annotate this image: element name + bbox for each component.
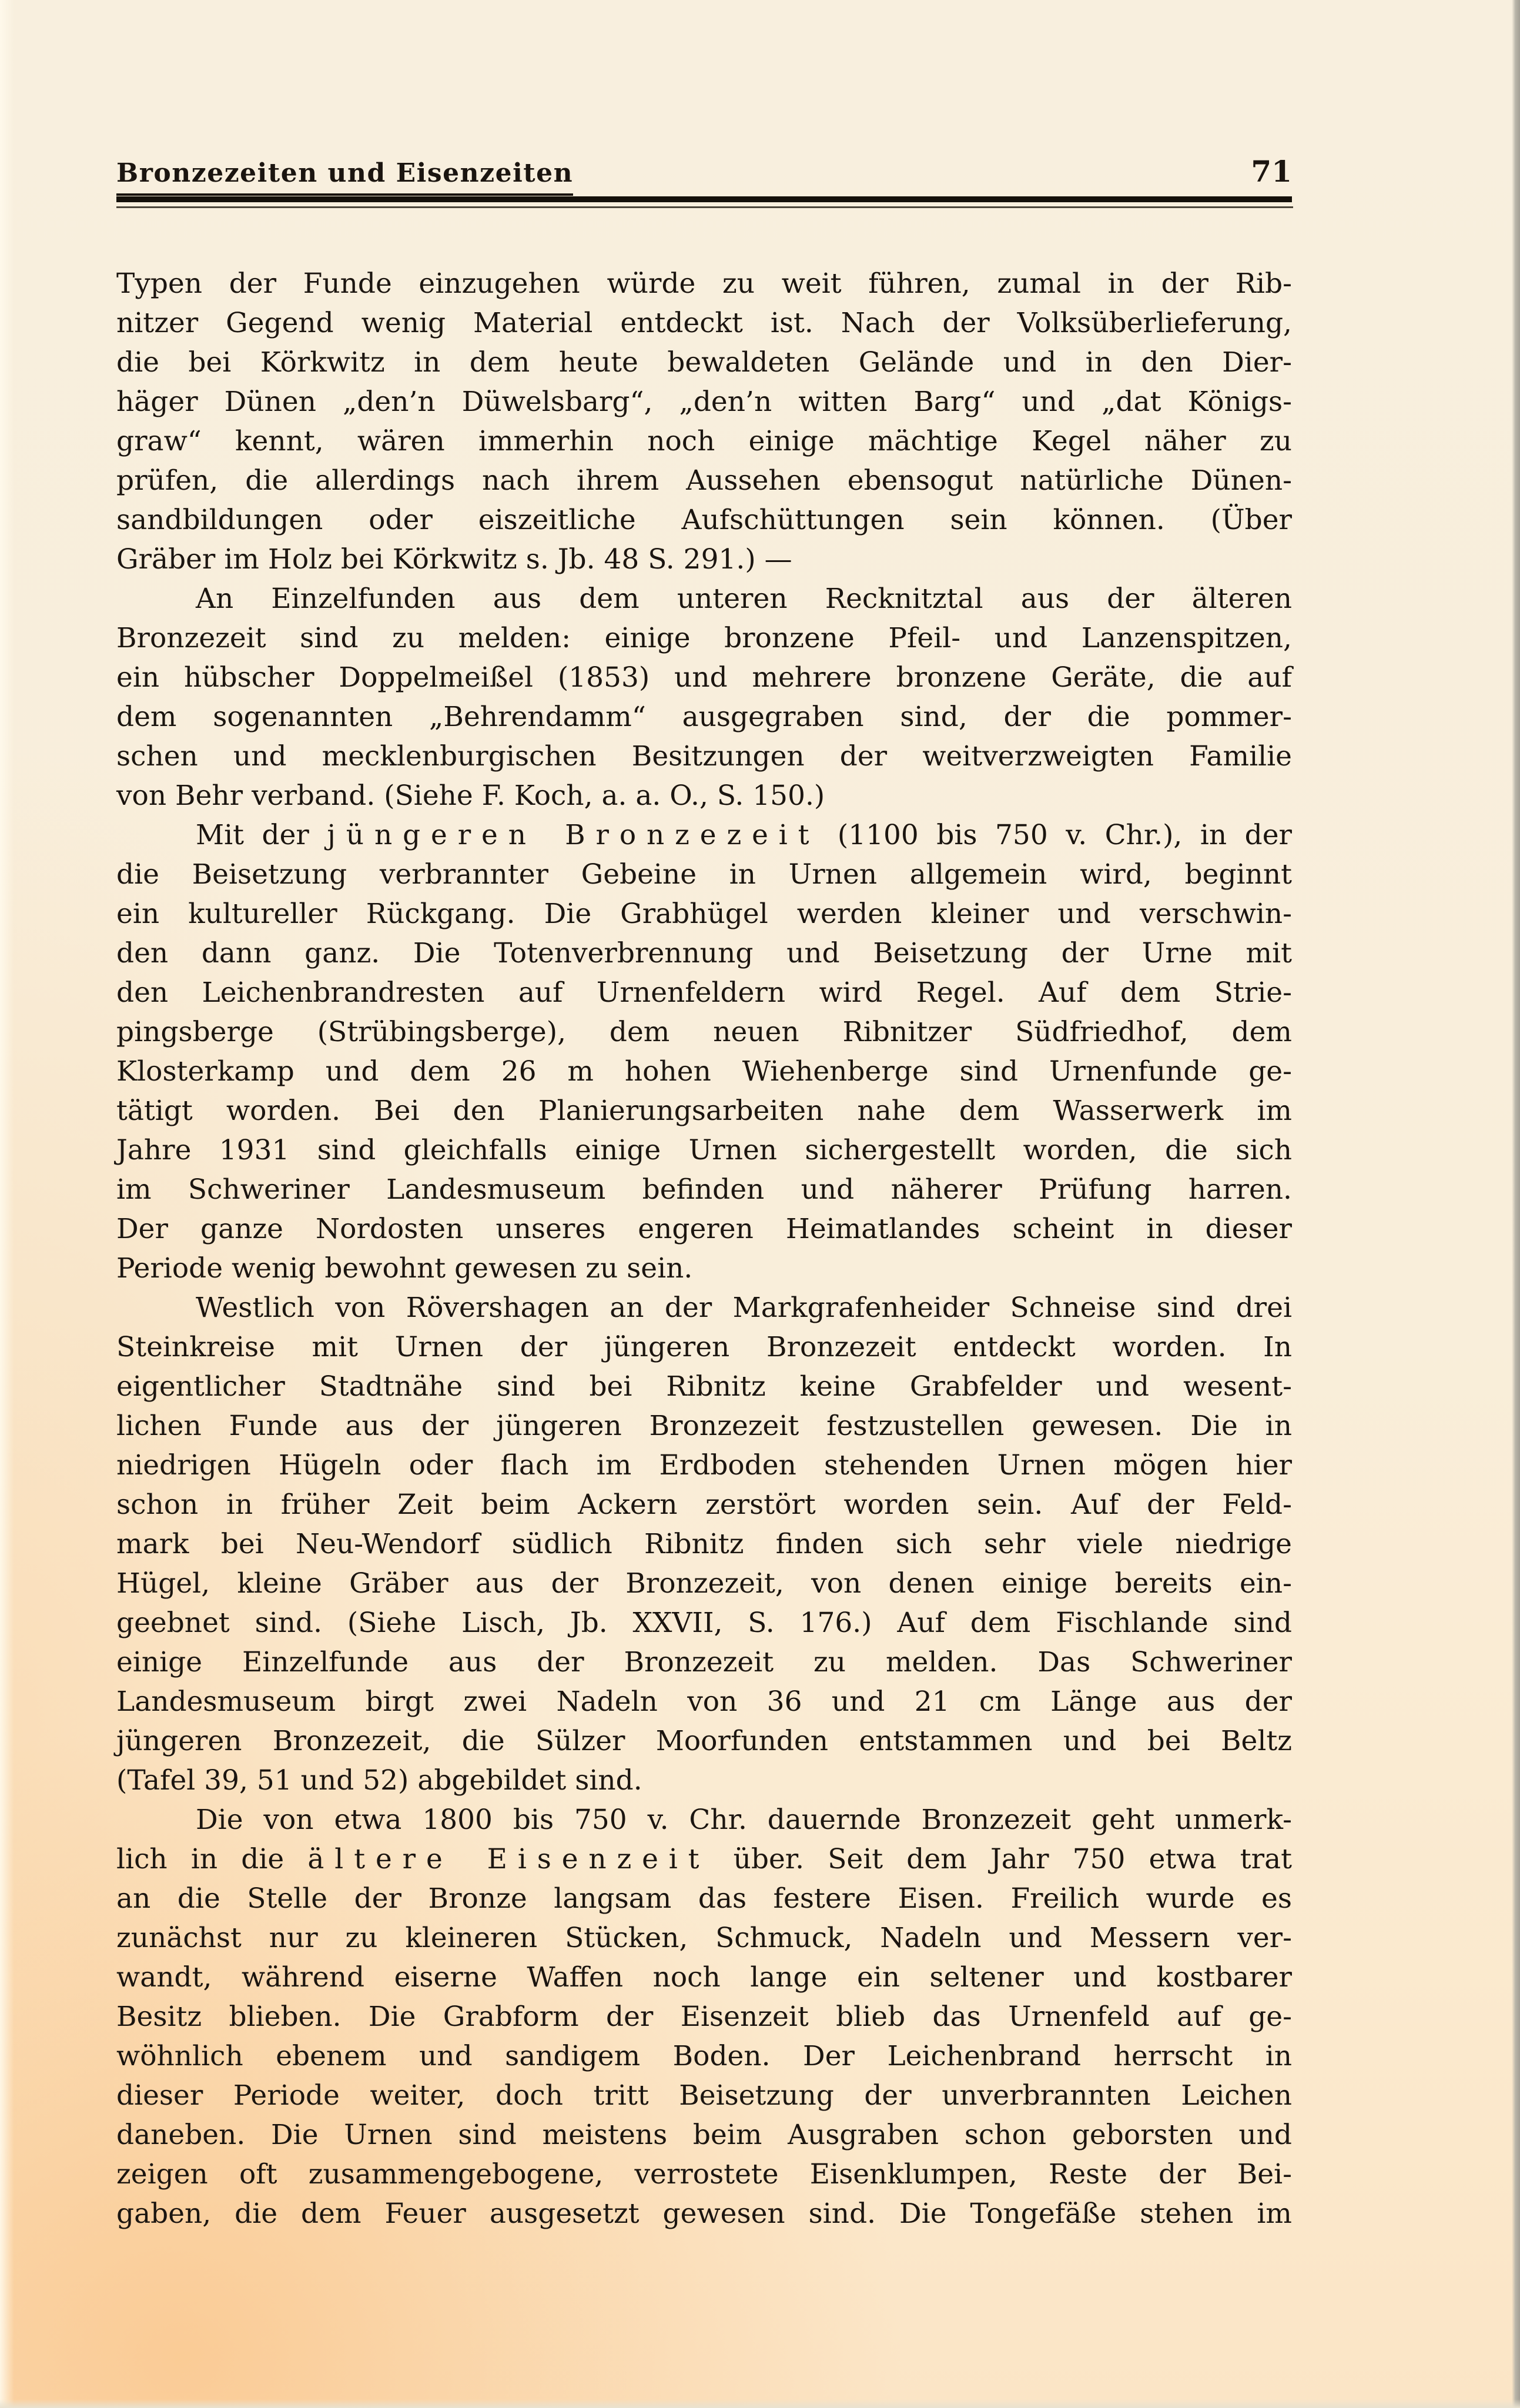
text-segment: ein kultureller Rückgang. Die Grabhügel werden kleiner und verschwin- [116,898,1292,930]
text-segment: Westlich von Rövershagen an der Markgrafenheider Schneise sind drei [196,1292,1292,1324]
text-segment: Landesmuseum birgt zwei Nadeln von 36 und 21 cm Länge aus der [116,1685,1292,1718]
text-line [116,382,1292,422]
text-line [116,579,1292,618]
text-line [116,1879,1292,1918]
paragraph [116,1800,1292,2233]
text-segment: häger Dünen „den’n Düwelsbarg“, „den’n witten Barg“ und „dat Königs- [116,386,1292,418]
paragraph [116,815,1292,1288]
text-segment: nitzer Gegend wenig Material entdeckt ist. Nach der Volksüberlieferung, [116,307,1292,339]
text-segment: mark bei Neu-Wendorf südlich Ribnitz finden sich sehr viele niedrige [116,1528,1292,1560]
text-line [116,1840,1292,1879]
text-line [116,1327,1292,1367]
text-line [116,264,1292,303]
text-segment: einige Einzelfunde aus der Bronzezeit zu melden. Das Schweriner [116,1646,1292,1678]
text-segment: an die Stelle der Bronze langsam das festere Eisen. Freilich wurde es [116,1882,1292,1915]
page-header [116,154,1292,196]
running-header-title: Bronzezeiten und Eisenzeiten [116,158,573,196]
text-segment: Steinkreise mit Urnen der jüngeren Bronzezeit entdeckt worden. In [116,1331,1292,1363]
text-line [116,1485,1292,1524]
text-segment: sandbildungen oder eiszeitliche Aufschüttungen sein können. (Über [116,504,1292,536]
text-line [116,1131,1292,1170]
text-segment: eigentlicher Stadtnähe sind bei Ribnitz keine Grabfelder und wesent- [116,1370,1292,1403]
text-segment: Mit der [196,819,327,851]
text-segment: die Beisetzung verbrannter Gebeine in Urnen allgemein wird, beginnt [116,858,1292,891]
letterspaced-emphasis-text: ältere Eisenzeit [307,1843,710,1875]
text-line [116,1367,1292,1406]
text-segment: (1100 bis 750 v. Chr.), in der [819,819,1292,851]
text-line [116,303,1292,343]
text-segment: pingsberge (Strübingsberge), dem neuen Ribnitzer Südfriedhof, dem [116,1016,1292,1048]
text-line [116,1406,1292,1446]
scan-edge-left [0,0,14,2408]
text-line [116,2155,1292,2194]
text-segment: Jahre 1931 sind gleichfalls einige Urnen sichergestellt worden, die sich [116,1134,1292,1166]
scan-edge-right [1512,0,1520,2408]
text-line [116,1918,1292,1958]
text-segment: Bronzezeit sind zu melden: einige bronzene Pfeil- und Lanzenspitzen, [116,622,1292,654]
text-segment: prüfen, die allerdings nach ihrem Aussehen ebensogut natürliche Dünen- [116,464,1292,497]
text-line [116,1603,1292,1643]
text-segment: tätigt worden. Bei den Planierungsarbeiten nahe dem Wasserwerk im [116,1095,1292,1127]
text-segment: lich in die [116,1843,308,1875]
text-line [116,1643,1292,1682]
text-line [116,500,1292,540]
text-segment: Besitz blieben. Die Grabform der Eisenzeit blieb das Urnenfeld auf ge- [116,2001,1292,2033]
text-line [116,1524,1292,1564]
page-number: 71 [1251,154,1292,189]
text-line [116,776,1292,815]
text-line [116,1682,1292,1721]
text-line [116,461,1292,500]
text-segment: Der ganze Nordosten unseres engeren Heimatlandes scheint in dieser [116,1213,1292,1245]
text-segment: schon in früher Zeit beim Ackern zerstört worden sein. Auf der Feld- [116,1489,1292,1521]
text-line [116,1564,1292,1603]
text-line [116,618,1292,658]
text-segment: den Leichenbrandresten auf Urnenfeldern wird Regel. Auf dem Strie- [116,976,1292,1009]
text-segment: ein hübscher Doppelmeißel (1853) und mehrere bronzene Geräte, die auf [116,661,1292,694]
text-line [116,658,1292,697]
text-line [116,2115,1292,2155]
text-segment: daneben. Die Urnen sind meistens beim Ausgraben schon geborsten und [116,2119,1292,2151]
header-rule-thin [116,206,1293,208]
text-segment: von Behr verband. (Siehe F. Koch, a. a. O., S. 150.) [116,780,825,812]
text-line [116,855,1292,894]
paragraph [116,579,1292,815]
text-segment: wandt, während eiserne Waffen noch lange ein seltener und kostbarer [116,1961,1292,1994]
text-segment: jüngeren Bronzezeit, die Sülzer Moorfunden entstammen und bei Beltz [116,1725,1292,1757]
text-segment: zeigen oft zusammengebogene, verrostete Eisenklumpen, Reste der Bei- [116,2158,1292,2190]
text-line [116,1170,1292,1209]
text-line [116,737,1292,776]
letterspaced-emphasis-text: jüngeren Bronzezeit [327,819,820,851]
text-line [116,2076,1292,2115]
text-segment: Hügel, kleine Gräber aus der Bronzezeit, von denen einige bereits ein- [116,1567,1292,1600]
text-segment: Gräber im Holz bei Körkwitz s. Jb. 48 S. 291.) — [116,543,792,576]
text-line [116,697,1292,737]
text-segment: über. Seit dem Jahr 750 etwa trat [709,1843,1292,1875]
text-line [116,2036,1292,2076]
text-segment: (Tafel 39, 51 und 52) abgebildet sind. [116,1764,642,1797]
text-line [116,1052,1292,1091]
text-line [116,1997,1292,2036]
text-line [116,1288,1292,1327]
text-line [116,343,1292,382]
text-segment: lichen Funde aus der jüngeren Bronzezeit festzustellen gewesen. Die in [116,1410,1292,1442]
text-line [116,2194,1292,2233]
text-line [116,1091,1292,1131]
header-rule-thick [116,196,1292,202]
text-segment: den dann ganz. Die Totenverbrennung und Beisetzung der Urne mit [116,937,1292,969]
text-line [116,422,1292,461]
text-line [116,934,1292,973]
paragraph [116,264,1292,579]
text-line [116,1761,1292,1800]
text-line [116,815,1292,855]
text-line [116,1446,1292,1485]
text-line [116,1209,1292,1249]
text-segment: im Schweriner Landesmuseum befinden und näherer Prüfung harren. [116,1173,1292,1206]
scan-edge-bottom [0,2399,1520,2408]
text-line [116,1958,1292,1997]
text-line [116,540,1292,579]
text-line [116,973,1292,1012]
text-segment: dem sogenannten „Behrendamm“ ausgegraben sind, der die pommer- [116,701,1292,733]
text-segment: schen und mecklenburgischen Besitzungen der weitverzweigten Familie [116,740,1292,772]
paragraph [116,1288,1292,1800]
text-segment: Klosterkamp und dem 26 m hohen Wiehenberge sind Urnenfunde ge- [116,1055,1292,1088]
text-line [116,894,1292,934]
text-line [116,1721,1292,1761]
text-line [116,1800,1292,1840]
text-segment: Typen der Funde einzugehen würde zu weit führen, zumal in der Rib- [116,267,1292,300]
text-segment: dieser Periode weiter, doch tritt Beisetzung der unverbrannten Leichen [116,2079,1292,2112]
text-segment: An Einzelfunden aus dem unteren Recknitztal aus der älteren [196,583,1292,615]
text-line [116,1249,1292,1288]
text-segment: gaben, die dem Feuer ausgesetzt gewesen sind. Die Tongefäße stehen im [116,2198,1292,2230]
text-segment: graw“ kennt, wären immerhin noch einige mächtige Kegel näher zu [116,425,1292,457]
text-segment: die bei Körkwitz in dem heute bewaldeten Gelände und in den Dier- [116,346,1292,379]
text-segment: Die von etwa 1800 bis 750 v. Chr. dauernde Bronzezeit geht unmerk- [196,1804,1292,1836]
body-text [116,264,1292,2233]
text-line [116,1012,1292,1052]
text-segment: Periode wenig bewohnt gewesen zu sein. [116,1252,693,1285]
text-segment: geebnet sind. (Siehe Lisch, Jb. XXVII, S. 176.) Auf dem Fischlande sind [116,1607,1292,1639]
text-segment: zunächst nur zu kleineren Stücken, Schmuck, Nadeln und Messern ver- [116,1922,1292,1954]
text-segment: niedrigen Hügeln oder flach im Erdboden stehenden Urnen mögen hier [116,1449,1292,1481]
text-segment: wöhnlich ebenem und sandigem Boden. Der Leichenbrand herrscht in [116,2040,1292,2072]
